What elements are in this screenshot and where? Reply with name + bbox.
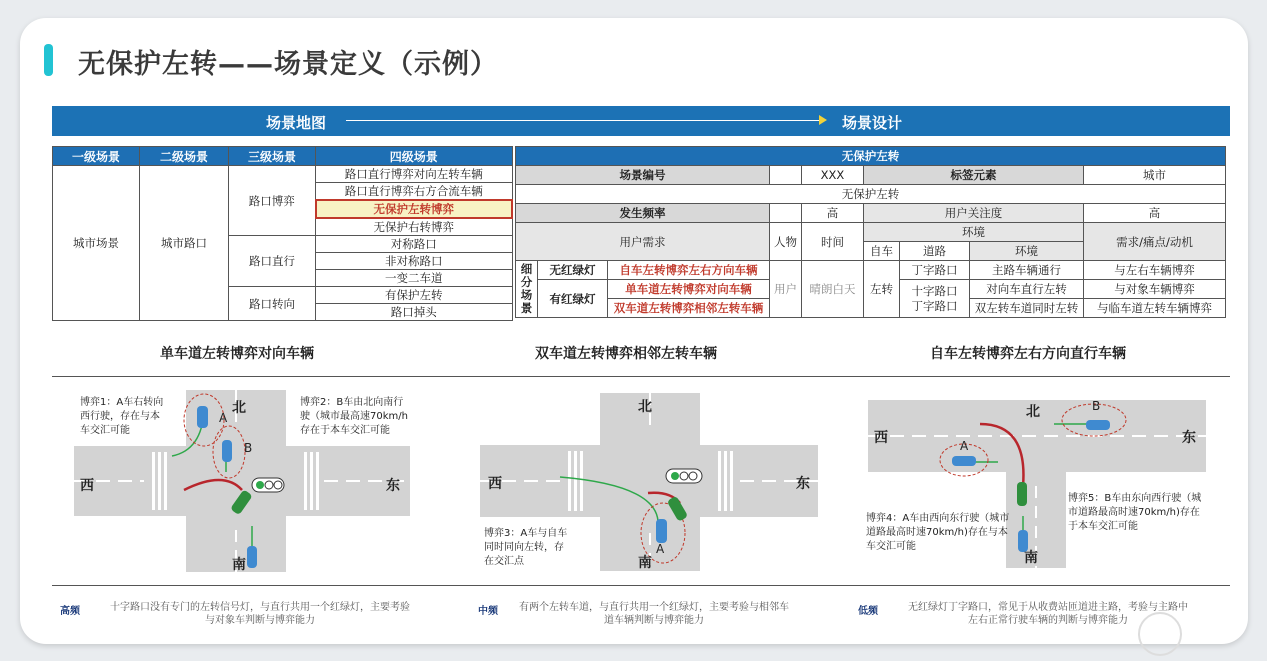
time-header: 时间 [802,223,864,261]
north-label: 北 [1026,404,1040,420]
person-header: 人物 [770,223,802,261]
scenario1-subtitle: 单车道左转博弈对向车辆 [160,346,314,362]
west-label: 西 [874,430,888,446]
level4-cell-highlighted: 无保护左转博弈 [316,200,513,218]
west-label: 西 [488,476,502,492]
has-light-label: 有红绿灯 [538,280,608,318]
tag-value: 城市 [1084,166,1226,185]
car-a-label: A [960,439,969,453]
header-level4: 四级场景 [316,147,513,166]
design-table-title: 无保护左转 [516,147,1226,166]
tag-label: 标签元素 [864,166,1084,185]
level3-cell: 路口转向 [229,287,316,321]
level1-cell: 城市场景 [53,166,140,321]
level3-cell: 路口博弈 [229,166,316,236]
level4-cell: 路口掉头 [316,304,513,321]
car-b-label: B [244,441,253,455]
attention-value: 高 [1084,204,1226,223]
south-label: 南 [638,555,652,571]
divider-bottom [52,585,1230,586]
level4-cell: 非对称路口 [316,253,513,270]
header-level1: 一级场景 [53,147,140,166]
scene-name: 无保护左转 [516,185,1226,204]
divider-top [52,376,1230,377]
scene-map-table [52,146,513,321]
need-cell: 自车左转博弈左右方向车辆 [608,261,770,280]
no-light-label: 无红绿灯 [538,261,608,280]
scene-id-label: 场景编号 [516,166,770,185]
north-label: 北 [638,399,652,415]
game3-note: 博弈3：A车与自车同时同向左转，存在交汇点 [484,528,568,567]
level2-cell: 城市路口 [140,166,229,321]
watermark-logo-icon [1138,612,1182,656]
road-cell: 十字路口 丁字路口 [900,280,970,318]
person-value: 用户 [770,261,802,318]
blank-cell [770,166,802,185]
pain-cell: 与临车道左转车辆博弈 [1084,299,1226,318]
attention-label: 用户关注度 [864,204,1084,223]
env-cell: 主路车辆通行 [970,261,1084,280]
level4-cell: 无保护右转博弈 [316,218,513,236]
env-header: 环境 [970,242,1084,261]
page-title: 无保护左转——场景定义（示例） [78,49,498,80]
west-label: 西 [80,478,94,494]
level4-cell: 对称路口 [316,236,513,253]
freq-label-3: 低频 [858,606,878,617]
east-label: 东 [1182,430,1196,446]
scenario3-subtitle: 自车左转博弈左右方向直行车辆 [930,346,1126,362]
banner-left-label: 场景地图 [266,114,327,132]
north-label: 北 [232,400,246,416]
pain-header: 需求/痛点/动机 [1084,223,1226,261]
level4-cell: 路口直行博弈对向左转车辆 [316,166,513,183]
freq-label-2: 中频 [478,606,498,617]
detail-scene-label: 细分场景 [516,261,538,318]
car-b-label: B [1092,399,1101,413]
scenario2-subtitle: 双车道左转博弈相邻左转车辆 [535,346,717,362]
user-need-header: 用户需求 [516,223,770,261]
need-cell: 单车道左转博弈对向车辆 [608,280,770,299]
title-accent-bar [44,44,53,76]
game2-note: 博弈2：B车由北向南行驶（城市最高速70km/h存在于本车交汇可能 [300,397,408,436]
env-cell: 对向车直行左转 [970,280,1084,299]
east-label: 东 [796,476,810,492]
scenario1-desc: 十字路口没有专门的左转信号灯，与直行共用一个红绿灯，主要考验与对象车判断与博弈能力 [110,602,410,626]
level4-cell: 有保护左转 [316,287,513,304]
level4-cell: 一变二车道 [316,270,513,287]
need-cell: 双车道左转博弈相邻左转车辆 [608,299,770,318]
game1-note: 博弈1：A车右转向西行驶，存在与本车交汇可能 [80,397,164,436]
freq-label: 发生频率 [516,204,770,223]
south-label: 南 [232,557,246,572]
level4-cell: 路口直行博弈右方合流车辆 [316,183,513,201]
time-value: 晴朗白天 [802,261,864,318]
scene-design-table [515,146,1226,318]
self-car-header: 自车 [864,242,900,261]
header-level3: 三级场景 [229,147,316,166]
section-banner [52,106,1230,136]
freq-value: 高 [802,204,864,223]
arrow-right-icon [819,115,827,125]
game5-note: 博弈5：B车由东向西行驶（城市道路最高时速70km/h)存在于本车交汇可能 [1068,493,1202,532]
level3-cell: 路口直行 [229,236,316,287]
blank-cell [770,204,802,223]
scenario3-desc: 无红绿灯丁字路口，常见于从收费站匝道进主路，考验与主路中左右正常行驶车辆的判断与博弈能力 [908,602,1188,626]
south-label: 南 [1024,550,1038,566]
env-cell: 双左转车道同时左转 [970,299,1084,318]
self-value: 左转 [864,261,900,318]
environment-header: 环境 [864,223,1084,242]
pain-cell: 与对象车辆博弈 [1084,280,1226,299]
header-level2: 二级场景 [140,147,229,166]
game4-note: 博弈4：A车由西向东行驶（城市道路最高时速70km/h)存在与本车交汇可能 [866,513,1010,552]
scenario2-desc: 有两个左转车道，与直行共用一个红绿灯，主要考验与相邻车道车辆判断与博弈能力 [519,602,789,626]
freq-label-1: 高频 [60,606,80,617]
east-label: 东 [386,478,400,494]
road-header: 道路 [900,242,970,261]
car-a-label: A [219,411,228,425]
car-a-label: A [656,542,665,556]
banner-arrow-line [346,120,821,121]
pain-cell: 与左右车辆博弈 [1084,261,1226,280]
scene-id-value: XXX [802,166,864,185]
banner-right-label: 场景设计 [842,114,903,132]
road-cell: 丁字路口 [900,261,970,280]
